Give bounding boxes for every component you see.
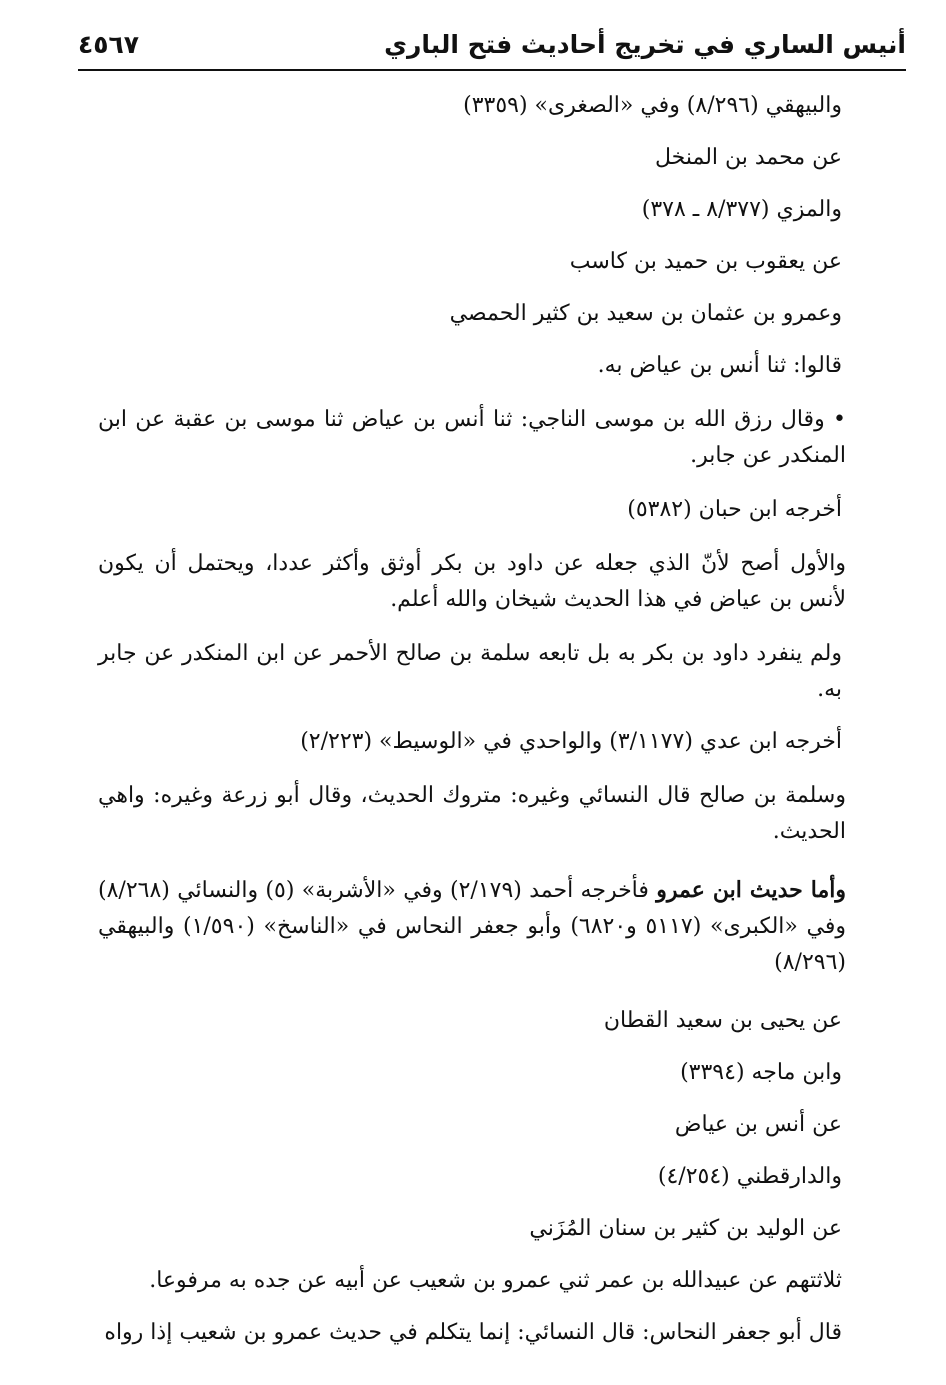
paragraph: عن الوليد بن كثير بن سنان المُزَني <box>529 1216 842 1241</box>
paragraph: ولم ينفرد داود بن بكر به بل تابعه سلمة بن صالح الأحمر عن ابن المنكدر عن جابر به. <box>98 641 842 702</box>
paragraph: قالوا: ثنا أنس بن عياض به. <box>597 353 842 378</box>
paragraph <box>98 872 846 981</box>
paragraph: ثلاثتهم عن عبيدالله بن عمر ثني عمرو بن شعيب عن أبيه عن جده به مرفوعا. <box>149 1268 842 1293</box>
header-divider <box>78 69 906 71</box>
page-header <box>78 26 906 70</box>
paragraph: عن يحيى بن سعيد القطان <box>603 1008 842 1033</box>
paragraph: والأول أصح لأنّ الذي جعله عن داود بن بكر أوثق وأكثر عددا، ويحتمل أن يكون لأنس بن عياض في هذا الحديث شيخان والله أعلم. <box>98 551 846 612</box>
paragraph: أخرجه ابن عدي (٣/١١٧٧) والواحدي في «الوسيط» (٢/٢٢٣) <box>300 729 842 754</box>
paragraph: أخرجه ابن حبان (٥٣٨٢) <box>627 497 842 522</box>
paragraph: وعمرو بن عثمان بن سعيد بن كثير الحمصي <box>449 301 842 326</box>
page-body <box>98 88 847 1351</box>
paragraph: قال أبو جعفر النحاس: قال النسائي: إنما يتكلم في حديث عمرو بن شعيب إذا رواه <box>104 1320 842 1345</box>
paragraph: وابن ماجه (٣٣٩٤) <box>680 1060 842 1085</box>
paragraph: عن محمد بن المنخل <box>654 145 842 170</box>
paragraph: وسلمة بن صالح قال النسائي وغيره: متروك الحديث، وقال أبو زرعة وغيره: واهي الحديث. <box>98 783 846 844</box>
paragraph: عن يعقوب بن حميد بن كاسب <box>569 249 842 274</box>
paragraph: والبيهقي (٨/٢٩٦) وفي «الصغرى» (٣٣٥٩) <box>463 93 842 118</box>
paragraph: والدارقطني (٤/٢٥٤) <box>657 1164 842 1189</box>
running-title: أنيس الساري في تخريج أحاديث فتح الباري <box>384 30 906 59</box>
page-number: ٤٥٦٧ <box>78 30 140 59</box>
paragraph: • وقال رزق الله بن موسى الناجي: ثنا أنس بن عياض ثنا موسى بن عقبة عن ابن المنكدر عن جابر. <box>98 407 846 468</box>
section-lead: وأما حديث ابن عمرو <box>656 877 846 903</box>
paragraph: والمزي (٨/٣٧٧ ـ ٣٧٨) <box>641 197 842 222</box>
section-text: فأخرجه أحمد (٢/١٧٩) وفي «الأشربة» (٥) والنسائي (٨/٢٦٨) وفي «الكبرى» (٥١١٧ و٦٨٢٠) وأبو جعفر النحاس في «الناسخ» (١/٥٩٠) والبيهقي (٨/٢٩٦) <box>98 878 847 975</box>
paragraph: عن أنس بن عياض <box>674 1112 842 1137</box>
